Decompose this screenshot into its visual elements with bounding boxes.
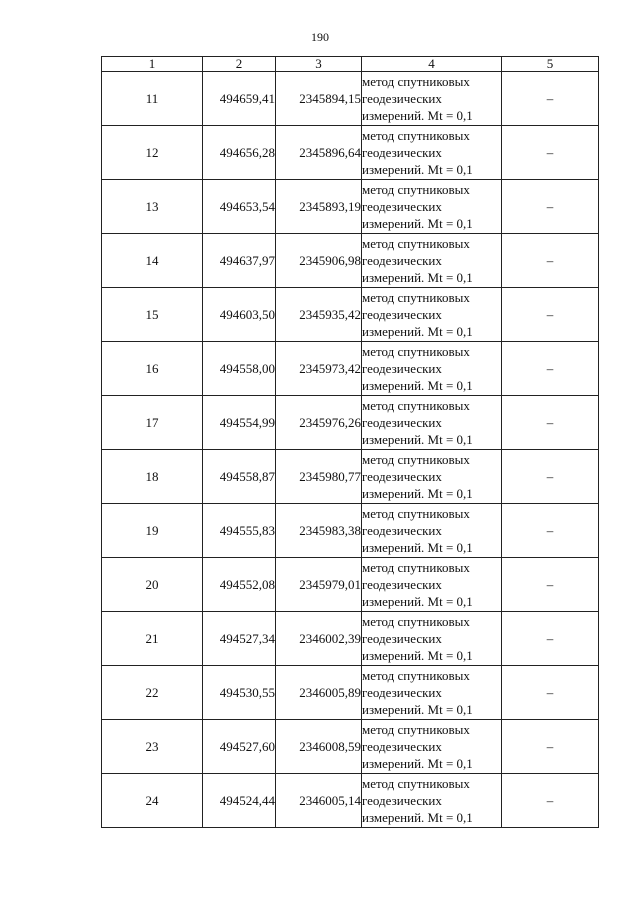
method-line: метод спутниковых xyxy=(362,290,470,305)
column-header-5: 5 xyxy=(502,57,599,72)
x-coordinate-cell: 494527,34 xyxy=(203,612,276,666)
point-number-cell: 13 xyxy=(102,180,203,234)
y-coordinate-cell: 2346008,59 xyxy=(276,720,362,774)
note-cell: – xyxy=(502,180,599,234)
method-line: геодезических xyxy=(362,307,442,322)
x-coordinate-cell: 494524,44 xyxy=(203,774,276,828)
method-line: геодезических xyxy=(362,361,442,376)
method-line: измерений. Mt = 0,1 xyxy=(362,756,473,771)
y-coordinate-cell: 2345976,26 xyxy=(276,396,362,450)
method-line: геодезических xyxy=(362,739,442,754)
table-row xyxy=(102,450,599,504)
table-row xyxy=(102,720,599,774)
x-coordinate-cell: 494558,00 xyxy=(203,342,276,396)
method-line: метод спутниковых xyxy=(362,128,470,143)
x-coordinate-cell: 494552,08 xyxy=(203,558,276,612)
method-line: геодезических xyxy=(362,91,442,106)
method-line: метод спутниковых xyxy=(362,398,470,413)
point-number-cell: 24 xyxy=(102,774,203,828)
note-cell: – xyxy=(502,720,599,774)
point-number-cell: 12 xyxy=(102,126,203,180)
method-line: геодезических xyxy=(362,793,442,808)
method-line: геодезических xyxy=(362,145,442,160)
point-number-cell: 20 xyxy=(102,558,203,612)
point-number-cell: 16 xyxy=(102,342,203,396)
column-header-3: 3 xyxy=(276,57,362,72)
method-line: геодезических xyxy=(362,199,442,214)
method-line: геодезических xyxy=(362,631,442,646)
method-line: измерений. Mt = 0,1 xyxy=(362,324,473,339)
method-line: измерений. Mt = 0,1 xyxy=(362,486,473,501)
table-row xyxy=(102,126,599,180)
method-line: измерений. Mt = 0,1 xyxy=(362,702,473,717)
point-number-cell: 19 xyxy=(102,504,203,558)
method-line: метод спутниковых xyxy=(362,452,470,467)
x-coordinate-cell: 494527,60 xyxy=(203,720,276,774)
method-line: измерений. Mt = 0,1 xyxy=(362,810,473,825)
method-cell xyxy=(362,342,502,396)
method-line: метод спутниковых xyxy=(362,722,470,737)
page-number: 190 xyxy=(311,30,329,44)
column-header-4: 4 xyxy=(362,57,502,72)
method-cell xyxy=(362,666,502,720)
method-line: геодезических xyxy=(362,253,442,268)
note-cell: – xyxy=(502,612,599,666)
column-header-2: 2 xyxy=(203,57,276,72)
y-coordinate-cell: 2345979,01 xyxy=(276,558,362,612)
method-line: метод спутниковых xyxy=(362,182,470,197)
method-cell xyxy=(362,234,502,288)
point-number-cell: 17 xyxy=(102,396,203,450)
point-number-cell: 14 xyxy=(102,234,203,288)
method-cell xyxy=(362,126,502,180)
table-body xyxy=(102,72,599,828)
method-cell xyxy=(362,774,502,828)
note-cell: – xyxy=(502,288,599,342)
note-cell: – xyxy=(502,342,599,396)
method-line: геодезических xyxy=(362,415,442,430)
note-cell: – xyxy=(502,396,599,450)
x-coordinate-cell: 494603,50 xyxy=(203,288,276,342)
method-cell xyxy=(362,450,502,504)
note-cell: – xyxy=(502,666,599,720)
method-cell xyxy=(362,504,502,558)
point-number-cell: 23 xyxy=(102,720,203,774)
y-coordinate-cell: 2345893,19 xyxy=(276,180,362,234)
method-line: измерений. Mt = 0,1 xyxy=(362,378,473,393)
method-line: измерений. Mt = 0,1 xyxy=(362,216,473,231)
method-line: метод спутниковых xyxy=(362,344,470,359)
table-row xyxy=(102,72,599,126)
method-cell xyxy=(362,720,502,774)
method-cell xyxy=(362,180,502,234)
note-cell: – xyxy=(502,504,599,558)
note-cell: – xyxy=(502,234,599,288)
table-row xyxy=(102,666,599,720)
method-line: геодезических xyxy=(362,685,442,700)
method-line: метод спутниковых xyxy=(362,236,470,251)
method-line: измерений. Mt = 0,1 xyxy=(362,648,473,663)
y-coordinate-cell: 2345983,38 xyxy=(276,504,362,558)
table-row xyxy=(102,288,599,342)
x-coordinate-cell: 494555,83 xyxy=(203,504,276,558)
method-cell xyxy=(362,558,502,612)
y-coordinate-cell: 2346005,14 xyxy=(276,774,362,828)
note-cell: – xyxy=(502,774,599,828)
table-header-row xyxy=(102,57,599,72)
method-line: измерений. Mt = 0,1 xyxy=(362,432,473,447)
table-row xyxy=(102,774,599,828)
method-line: геодезических xyxy=(362,469,442,484)
y-coordinate-cell: 2345906,98 xyxy=(276,234,362,288)
method-cell xyxy=(362,396,502,450)
x-coordinate-cell: 494656,28 xyxy=(203,126,276,180)
method-line: измерений. Mt = 0,1 xyxy=(362,594,473,609)
y-coordinate-cell: 2345896,64 xyxy=(276,126,362,180)
method-line: метод спутниковых xyxy=(362,506,470,521)
table-row xyxy=(102,612,599,666)
method-line: измерений. Mt = 0,1 xyxy=(362,108,473,123)
column-header-1: 1 xyxy=(102,57,203,72)
method-cell xyxy=(362,288,502,342)
point-number-cell: 11 xyxy=(102,72,203,126)
method-line: метод спутниковых xyxy=(362,776,470,791)
x-coordinate-cell: 494558,87 xyxy=(203,450,276,504)
table-row xyxy=(102,180,599,234)
method-line: измерений. Mt = 0,1 xyxy=(362,162,473,177)
note-cell: – xyxy=(502,558,599,612)
table-row xyxy=(102,234,599,288)
method-line: измерений. Mt = 0,1 xyxy=(362,270,473,285)
table-row xyxy=(102,504,599,558)
method-line: геодезических xyxy=(362,577,442,592)
y-coordinate-cell: 2345980,77 xyxy=(276,450,362,504)
note-cell: – xyxy=(502,450,599,504)
x-coordinate-cell: 494659,41 xyxy=(203,72,276,126)
method-line: метод спутниковых xyxy=(362,614,470,629)
method-line: метод спутниковых xyxy=(362,74,470,89)
note-cell: – xyxy=(502,72,599,126)
method-cell xyxy=(362,72,502,126)
x-coordinate-cell: 494530,55 xyxy=(203,666,276,720)
y-coordinate-cell: 2345894,15 xyxy=(276,72,362,126)
y-coordinate-cell: 2345973,42 xyxy=(276,342,362,396)
x-coordinate-cell: 494637,97 xyxy=(203,234,276,288)
table-row xyxy=(102,558,599,612)
point-number-cell: 22 xyxy=(102,666,203,720)
point-number-cell: 15 xyxy=(102,288,203,342)
x-coordinate-cell: 494653,54 xyxy=(203,180,276,234)
method-line: геодезических xyxy=(362,523,442,538)
coordinates-table xyxy=(101,56,599,828)
y-coordinate-cell: 2345935,42 xyxy=(276,288,362,342)
table-row xyxy=(102,396,599,450)
method-line: метод спутниковых xyxy=(362,560,470,575)
y-coordinate-cell: 2346005,89 xyxy=(276,666,362,720)
y-coordinate-cell: 2346002,39 xyxy=(276,612,362,666)
method-line: измерений. Mt = 0,1 xyxy=(362,540,473,555)
point-number-cell: 21 xyxy=(102,612,203,666)
x-coordinate-cell: 494554,99 xyxy=(203,396,276,450)
note-cell: – xyxy=(502,126,599,180)
point-number-cell: 18 xyxy=(102,450,203,504)
method-line: метод спутниковых xyxy=(362,668,470,683)
table-row xyxy=(102,342,599,396)
method-cell xyxy=(362,612,502,666)
